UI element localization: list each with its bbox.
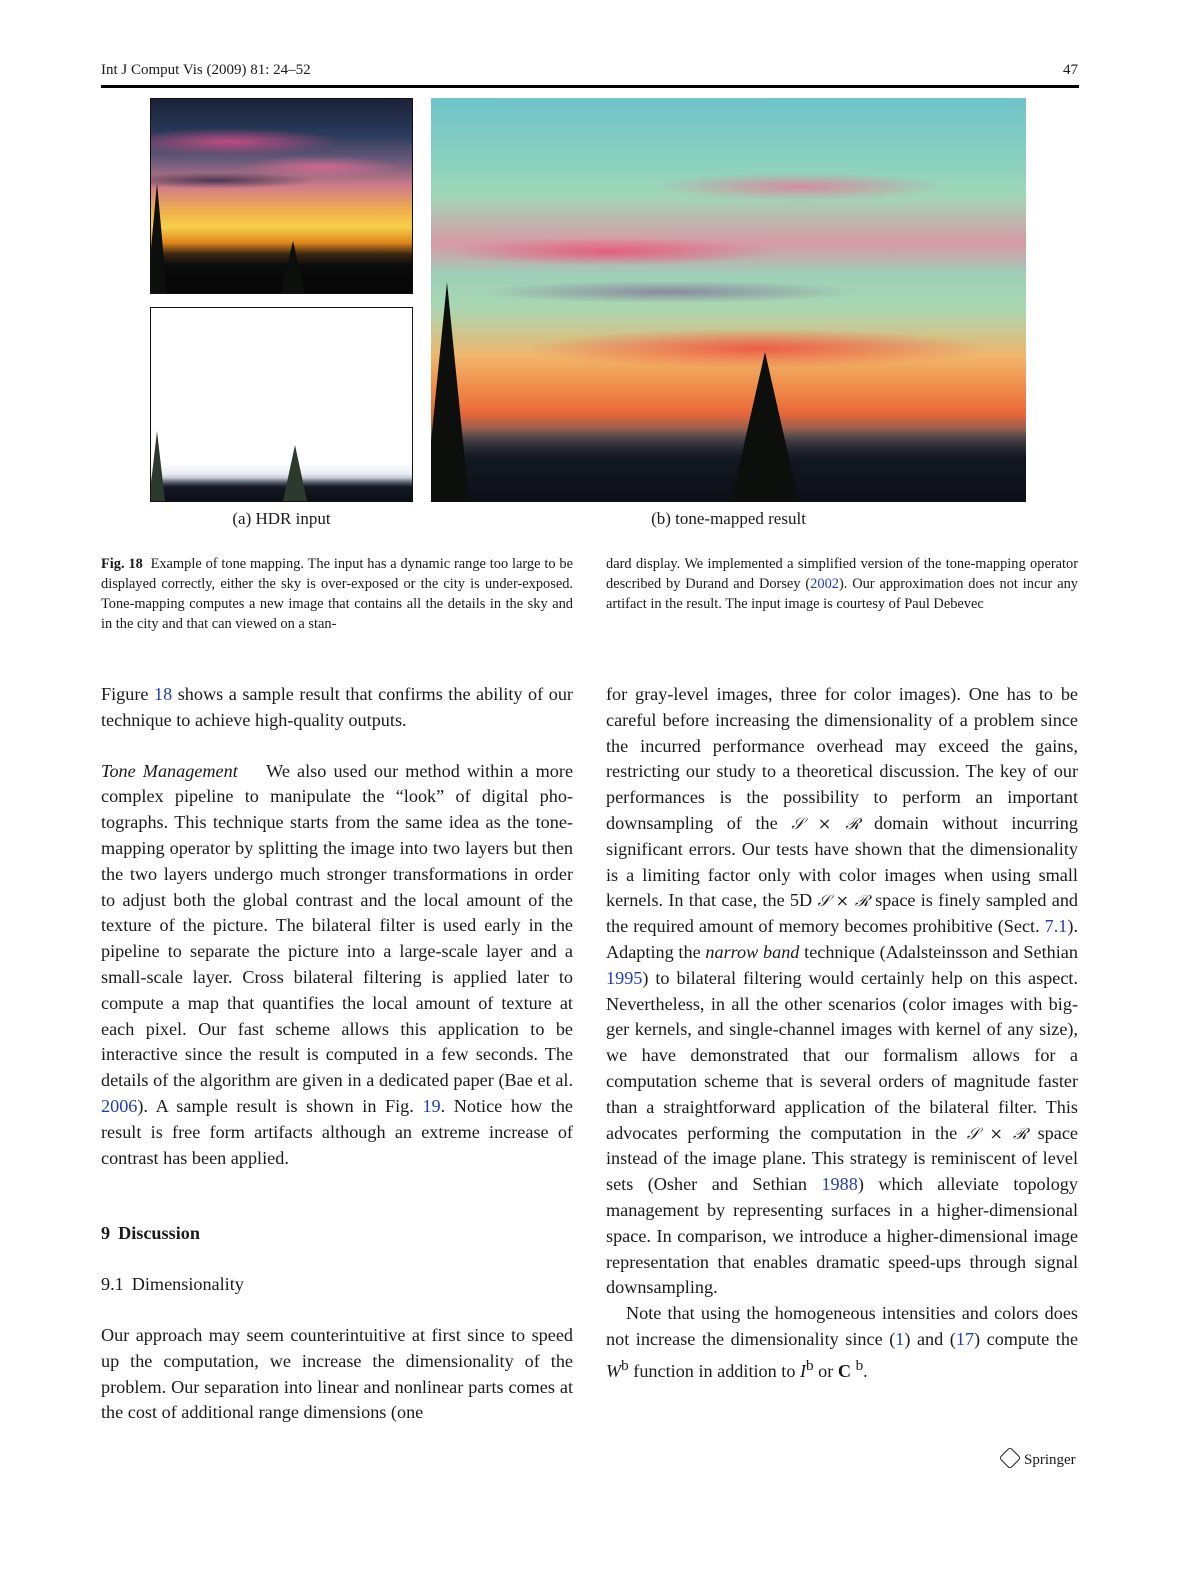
hdr-input-city-exposure-image xyxy=(150,307,413,502)
paragraph: Our approach may seem counterintuitive at first since to speed up the computation, we increase the dimensionality of the problem. Our separation into linear and nonlinear parts comes at the cost of additional range dimensions (one xyxy=(101,1324,573,1423)
city-skyline xyxy=(151,478,412,501)
figure-caption-left xyxy=(101,554,573,634)
publisher-logo xyxy=(1002,1450,1076,1469)
page-number: 47 xyxy=(1063,62,1078,78)
equation-ref-link[interactable]: 17 xyxy=(955,1328,975,1349)
section-heading: 9 Discussion xyxy=(101,1223,200,1244)
sxr-symbol: 𝒮 × ℛ xyxy=(966,1123,1028,1143)
subcaption-b: (b) tone-mapped result xyxy=(651,509,806,528)
publisher-name: Springer xyxy=(1024,1452,1076,1468)
tree-silhouette xyxy=(283,445,307,501)
figure-ref-link[interactable]: 18 xyxy=(154,684,173,704)
figure-label: Fig. 18 xyxy=(101,556,143,572)
citation-link[interactable]: 1988 xyxy=(821,1174,858,1195)
caption-text: dard display. We implemented a simplified version of the tone-mapping operator described by Durand and Dorsey ( xyxy=(606,556,1078,592)
caption-text: Example of tone mapping. The input has a dynamic range too large to be displayed correctly, either the sky is over-exposed or the city is under-exposed. Tone-mapping computes a new image that contains all the details in the sky and in the city and that can viewed on a stan- xyxy=(101,556,574,632)
paragraph: Figure 18 shows a sample result that confirms the ability of our technique to achieve high-quality outputs. xyxy=(101,684,573,730)
subcaption-a: (a) HDR input xyxy=(232,509,331,528)
citation-link[interactable]: 1995 xyxy=(606,967,643,988)
right-column xyxy=(606,682,1078,1385)
sxr-symbol: 𝒮 × ℛ xyxy=(817,891,870,911)
city-skyline xyxy=(431,429,1026,502)
section-ref-link[interactable]: 7.1 xyxy=(1044,916,1068,937)
sxr-symbol: 𝒮 × ℛ xyxy=(791,813,861,833)
paragraph: for gray-level images, three for color images). One has to be careful before increasing the dimensionality of a problem since the incurred performance overhead may exceed the gains, restricting our study to a theoretical discussion. The key of our performances is the possibility to perform an important downsampling of the 𝒮 × ℛ domain without incurring significant errors. Our tests have shown that the dimensionality is a limiting factor only with color images when using small kernels. In that case, the 5D 𝒮 × ℛ space is finely sampled and the required amount of memory becomes prohibitive (Sect. 7.1). Adapting the narrow band technique (Adalsteinsson and Sethian 1995) to bilateral filtering would certainly help on this aspect. Nevertheless, in all the other scenarios (color images with bigger kernels, and single-channel images with kernel of any size), we have demonstrated that our formalism allows for a computation scheme that is several orders of magnitude faster than a straightforward application of the bilateral filter. This advocates performing the computation in the 𝒮 × ℛ space instead of the image plane. This strategy is reminiscent of level sets (Osher and Sethian 1988) which alleviate topology management by representing surfaces in a higher-dimensional space. In comparison, we introduce a higher-dimensional image representation that enables dramatic speed-ups through signal downsampling. xyxy=(606,684,1079,1298)
tree-silhouette xyxy=(731,352,799,502)
tone-mapped-result-image xyxy=(431,98,1026,502)
tree-silhouette xyxy=(431,282,469,502)
header-rule xyxy=(101,85,1079,88)
citation-link[interactable]: 2006 xyxy=(101,1095,138,1116)
tree-silhouette xyxy=(150,431,165,501)
equation-ref-link[interactable]: 1 xyxy=(895,1328,905,1349)
figure-ref-link[interactable]: 19 xyxy=(422,1095,441,1116)
paragraph: Tone Management We also used our method within a more complex pipeline to manipulate the “look” of digital photographs. This technique starts from the same idea as the tone-mapping operator by splitting the image into two layers but then the two layers undergo much stronger transformations in order to adjust both the global contrast and the local amount of the texture of the picture. The bilateral filter is used early in the pipeline to separate the picture into a large-scale layer and a small-scale layer. Cross bilateral filtering is applied later to compute a map that quantifies the local amount of texture at each pixel. Our fast scheme allows this application to be interactive since the result is computed in a few seconds. The details of the algorithm are given in a dedicated paper (Bae et al. 2006). A sample result is shown in Fig. 19. Notice how the result is free form artifacts although an extreme increase of contrast has been applied. xyxy=(101,760,574,1168)
paragraph: Note that using the homogeneous intensities and colors does not increase the dimensionality since (1) and (17) compute the $W^b$ function in addition to $I^b$ or C $^b$. xyxy=(606,1303,1079,1381)
figure-caption-right xyxy=(606,554,1078,614)
caption-text: ). Our approximation does not incur any artifact in the result. The input image is courtesy of Paul Debevec xyxy=(606,576,1078,612)
paragraph-heading: Tone Management xyxy=(101,760,238,781)
hdr-input-sky-exposure-image xyxy=(150,98,413,294)
springer-horse-icon xyxy=(999,1447,1022,1470)
tree-silhouette xyxy=(281,241,305,293)
subsection-heading: 9.1 Dimensionality xyxy=(101,1274,244,1295)
tree-silhouette xyxy=(150,183,167,293)
citation-link[interactable]: 2002 xyxy=(810,576,839,592)
running-head: Int J Comput Vis (2009) 81: 24–52 xyxy=(101,62,311,78)
left-column xyxy=(101,682,573,1426)
